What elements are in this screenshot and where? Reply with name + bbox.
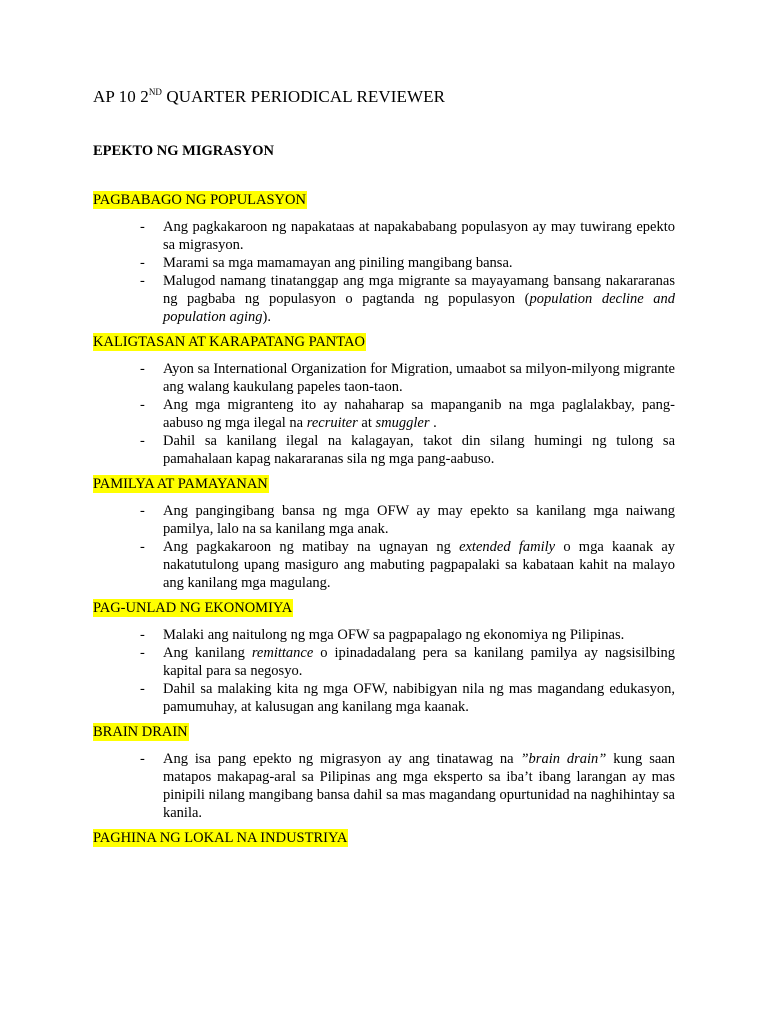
- text-run: Ang mga migranteng ito ay nahaharap sa mapanganib na mga paglalakbay, pang-aabuso ng mga ilegal na: [163, 397, 675, 431]
- list-item: [140, 750, 675, 822]
- text-run: Ayon sa International Organization for Migration, umaabot sa milyon-milyong migrante ang walang kaukulang papeles taon-taon.: [163, 361, 675, 395]
- main-heading: EPEKTO NG MIGRASYON: [93, 143, 275, 159]
- bullet-dash: -: [140, 751, 145, 767]
- bullet-list: [93, 750, 675, 822]
- bullet-list: [93, 360, 675, 468]
- text-run: ).: [262, 309, 271, 325]
- bullet-dash: -: [140, 397, 145, 413]
- italic-term: extended family: [459, 539, 556, 555]
- bullet-dash: -: [140, 255, 145, 271]
- bullet-dash: -: [140, 539, 145, 555]
- list-item: [140, 432, 675, 468]
- italic-term: smuggler: [375, 415, 430, 431]
- document-title: [93, 86, 675, 108]
- section: [93, 829, 675, 847]
- text-run: Ang kanilang: [163, 645, 252, 661]
- section: [93, 599, 675, 716]
- text-run: .: [429, 415, 437, 431]
- bullet-dash: -: [140, 627, 145, 643]
- text-run: Dahil sa kanilang ilegal na kalagayan, takot din silang humingi ng tulong sa pamahalaan kapag nakararanas sila ng mga pang-aabuso.: [163, 433, 675, 467]
- title-superscript: ND: [148, 87, 163, 97]
- section: [93, 723, 675, 822]
- list-item: [140, 254, 675, 272]
- text-run: Ang pagkakaroon ng napakataas at napakababang populasyon ay may tuwirang epekto sa migrasyon.: [163, 219, 675, 253]
- title-prefix: AP 10 2: [93, 87, 149, 106]
- text-run: at: [357, 415, 376, 431]
- bullet-dash: -: [140, 681, 145, 697]
- list-item: [140, 360, 675, 396]
- list-item: [140, 644, 676, 680]
- section-heading: PAG-UNLAD NG EKONOMIYA: [93, 600, 293, 616]
- section: [93, 191, 675, 326]
- list-item: [140, 626, 675, 644]
- text-run: o mga kaanak ay nakatutulong upang masiguro ang mabuting pagpapalaki sa kabataan kahit na malayo ang kanilang mga magulang.: [163, 539, 675, 591]
- italic-term: remittance: [251, 645, 314, 661]
- bullet-dash: -: [140, 219, 145, 235]
- text-run: kung saan matapos makapag-aral sa Pilipinas ang mga eksperto sa iba’t ibang larangan ay mas pinipili nilang mangibang bansa dahil sa mas magandang opurtunidad na naghihintay sa kanila.: [163, 751, 675, 821]
- document-page: [93, 86, 675, 847]
- list-item: [140, 502, 675, 538]
- text-run: Malugod namang tinatanggap ang mga migrante sa mayayamang bansang nakararanas ng pagbaba ng populasyon o pagtanda ng populasyon (: [163, 273, 675, 307]
- bullet-dash: -: [140, 361, 145, 377]
- bullet-list: [93, 218, 675, 326]
- bullet-dash: -: [140, 273, 145, 289]
- text-run: Dahil sa malaking kita ng mga OFW, nabibigyan nila ng mas magandang edukasyon, pamumuhay, at kalusugan ang kanilang mga kaanak.: [163, 681, 675, 715]
- italic-term: population decline and population aging: [163, 291, 676, 325]
- section-heading: PAGBABAGO NG POPULASYON: [93, 192, 306, 208]
- bullet-list: [93, 502, 675, 592]
- text-run: Ang pangingibang bansa ng mga OFW ay may epekto sa kanilang mga naiwang pamilya, lalo na sa kanilang mga anak.: [163, 503, 675, 537]
- list-item: [140, 538, 675, 592]
- section-heading: PAMILYA AT PAMAYANAN: [93, 476, 268, 492]
- bullet-dash: -: [140, 503, 145, 519]
- text-run: Ang isa pang epekto ng migrasyon ay ang tinatawag na: [163, 751, 521, 767]
- sections-container: [93, 191, 675, 847]
- section: [93, 333, 675, 468]
- italic-term: ”brain drain”: [520, 751, 607, 767]
- section: [93, 475, 675, 592]
- title-suffix: QUARTER PERIODICAL REVIEWER: [162, 87, 446, 106]
- text-run: Marami sa mga mamamayan ang piniling mangibang bansa.: [163, 255, 513, 271]
- text-run: o ipinadadalang pera sa kanilang pamilya ay nagsisilbing kapital para sa negosyo.: [163, 645, 676, 679]
- section-heading: KALIGTASAN AT KARAPATANG PANTAO: [93, 334, 365, 350]
- bullet-dash: -: [140, 645, 145, 661]
- text-run: Ang pagkakaroon ng matibay na ugnayan ng: [163, 539, 460, 555]
- list-item: [140, 396, 675, 432]
- bullet-list: [93, 626, 675, 716]
- text-run: Malaki ang naitulong ng mga OFW sa pagpapalago ng ekonomiya ng Pilipinas.: [163, 627, 625, 643]
- list-item: [140, 680, 675, 716]
- list-item: [140, 272, 676, 326]
- bullet-dash: -: [140, 433, 145, 449]
- list-item: [140, 218, 675, 254]
- section-heading: PAGHINA NG LOKAL NA INDUSTRIYA: [93, 830, 348, 846]
- italic-term: recruiter: [306, 415, 358, 431]
- section-heading: BRAIN DRAIN: [93, 724, 188, 740]
